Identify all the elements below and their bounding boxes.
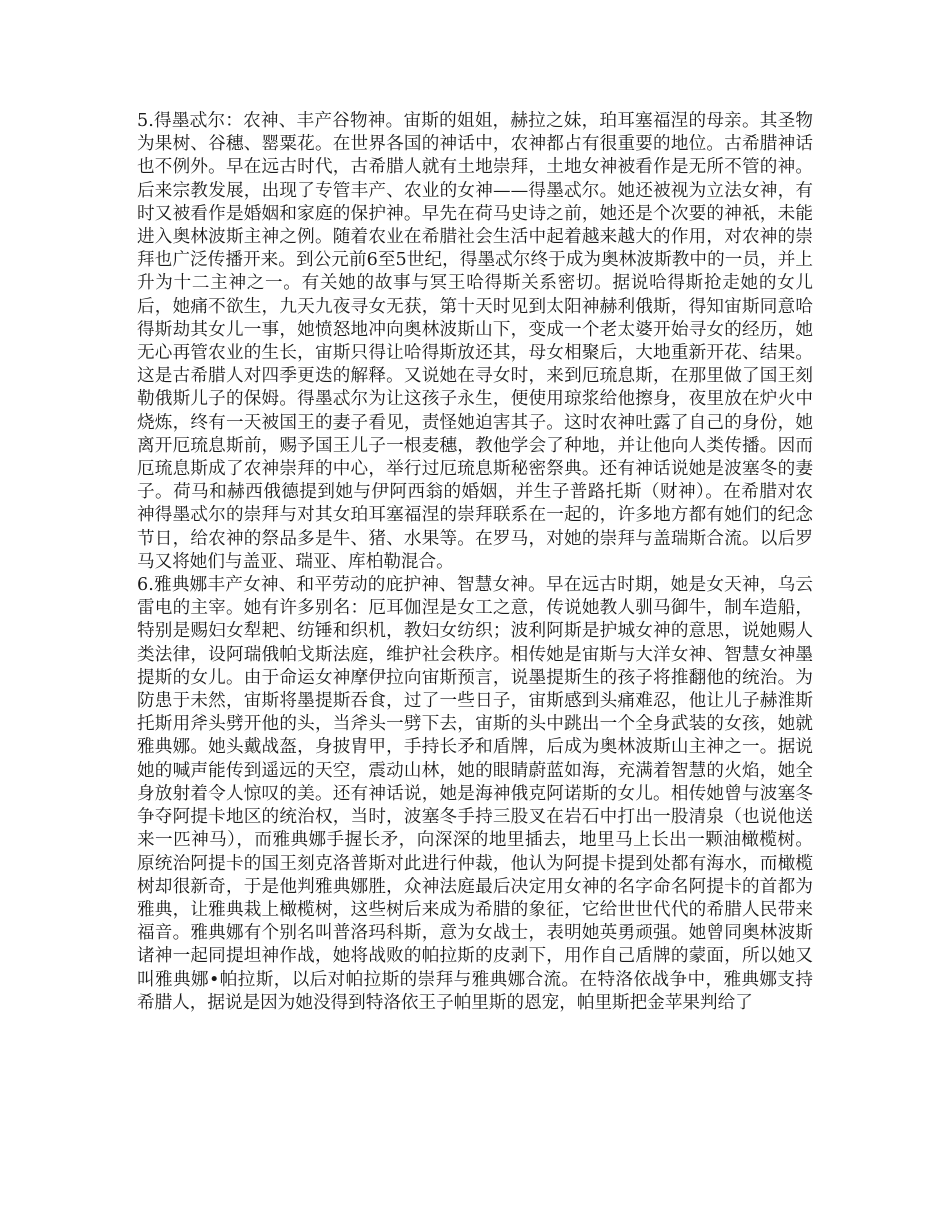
paragraph-demeter: 5.得墨忒尔：农神、丰产谷物神。宙斯的姐姐，赫拉之妹，珀耳塞福涅的母亲。其圣物为果树、谷穗、罂粟花。在世界各国的神话中，农神都占有很重要的地位。古希腊神话也不例外。早在远古时代，古希腊人就有土地崇拜，土地女神被看作是无所不管的神。后来宗教发展，出现了专管丰产、农业的女神——得墨忒尔。她还被视为立法女神，有时又被看作是婚姻和家庭的保护神。早先在荷马史诗之前，她还是个次要的神祇，未能进入奥林波斯主神之例。随着农业在希腊社会生活中起着越来越大的作用，对农神的崇拜也广泛传播开来。到公元前6至5世纪，得墨忒尔终于成为奥林波斯教中的一员，并上升为十二主神之一。有关她的故事与冥王哈得斯关系密切。据说哈得斯抢走她的女儿后，她痛不欲生，九天九夜寻女无获，第十天时见到太阳神赫利俄斯，得知宙斯同意哈得斯劫其女儿一事，她愤怒地冲向奥林波斯山下，变成一个老太婆开始寻女的经历，她无心再管农业的生长，宙斯只得让哈得斯放还其，母女相聚后，大地重新开花、结果。这是古希腊人对四季更迭的解释。又说她在寻女时，来到厄琉息斯，在那里做了国王刻勒俄斯儿子的保姆。得墨忒尔为让这孩子永生，便使用琼浆给他擦身，夜里放在炉火中烧炼，终有一天被国王的妻子看见，责怪她迫害其子。这时农神吐露了自己的身份，她离开厄琉息斯前，赐予国王儿子一根麦穗，教他学会了种地，并让他向人类传播。因而厄琉息斯成了农神崇拜的中心，举行过厄琉息斯秘密祭典。还有神话说她是波塞冬的妻子。荷马和赫西俄德提到她与伊阿西翁的婚姻，并生子普路托斯（财神）。在希腊对农神得墨忒尔的崇拜与对其女珀耳塞福涅的崇拜联系在一起的，许多地方都有她们的纪念节日，给农神的祭品多是牛、猪、水果等。在罗马，对她的崇拜与盖瑞斯合流。以后罗马又将她们与盖亚、瑞亚、库柏勒混合。 [137, 111, 813, 572]
paragraph-athena: 6.雅典娜丰产女神、和平劳动的庇护神、智慧女神。早在远古时期，她是女天神，乌云雷电的主宰。她有许多别名：厄耳伽涅是女工之意，传说她教人驯马御牛，制车造船，特别是赐妇女犁耙、纺锤和织机，教妇女纺织；波利阿斯是护城女神的意思，说她赐人类法律，设阿瑞俄帕戈斯法庭，维护社会秩序。相传她是宙斯与大洋女神、智慧女神墨提斯的女儿。由于命运女神摩伊拉向宙斯预言，说墨提斯生的孩子将推翻他的统治。为防患于未然，宙斯将墨提斯吞食，过了一些日子，宙斯感到头痛难忍，他让儿子赫淮斯托斯用斧头劈开他的头，当斧头一劈下去，宙斯的头中跳出一个全身武装的女孩，她就雅典娜。她头戴战盔，身披胄甲，手持长矛和盾牌，后成为奥林波斯山主神之一。据说她的喊声能传到遥远的天空，震动山林，她的眼睛蔚蓝如海，充满着智慧的火焰，她全身放射着令人惊叹的美。还有神话说，她是海神俄克阿诺斯的女儿。相传她曾与波塞冬争夺阿提卡地区的统治权，当时，波塞冬手持三股叉在岩石中打出一股清泉（也说他送来一匹神马），而雅典娜手握长矛，向深深的地里插去，地里马上长出一颗油橄榄树。原统治阿提卡的国王刻克洛普斯对此进行仲裁，他认为阿提卡提到处都有海水，而橄榄树却很新奇，于是他判雅典娜胜，众神法庭最后决定用女神的名字命名阿提卡的首都为雅典，让雅典栽上橄榄树，这些树后来成为希腊的象征，它给世世代代的希腊人民带来福音。雅典娜有个别名叫普洛玛科斯，意为女战士，表明她英勇顽强。她曾同奥林波斯诸神一起同提坦神作战，她将战败的帕拉斯的皮剥下，用作自己盾牌的蒙面，所以她又叫雅典娜•帕拉斯，以后对帕拉斯的崇拜与雅典娜合流。在特洛依战争中，雅典娜支持希腊人，据说是因为她没得到特洛依王子帕里斯的恩宠，帕里斯把金苹果判给了 [137, 575, 813, 1013]
document-page [137, 110, 813, 1015]
